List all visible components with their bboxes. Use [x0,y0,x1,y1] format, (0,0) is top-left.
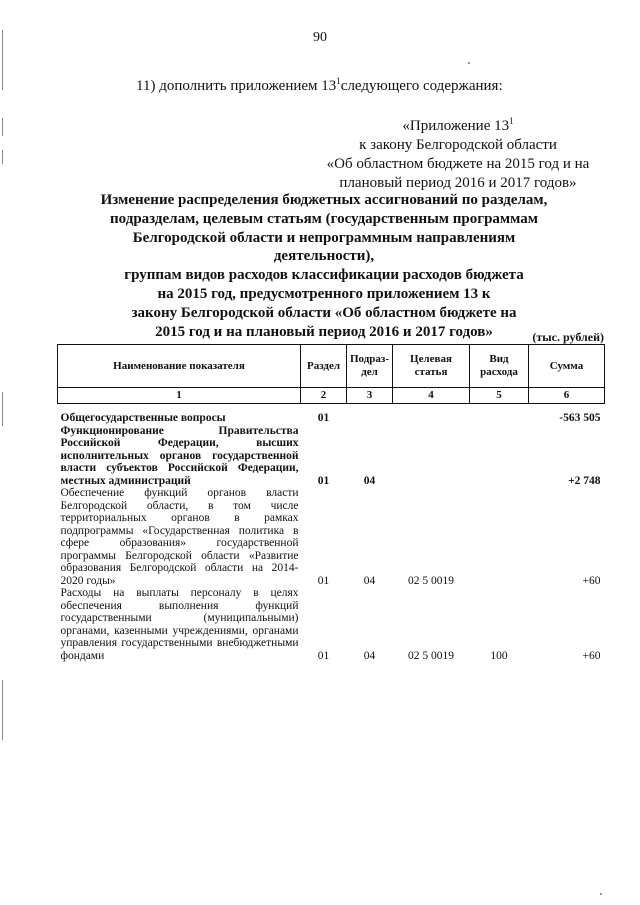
budget-table [57,344,605,662]
row-summa: +2 748 [568,474,601,487]
table-row [58,587,605,662]
row-name: Функционирование Правительства Российской Федерации, высших исполнительных органов государственной власти субъектов Российской Федерации, местных администраций [60,424,299,487]
row-podrazdel: 04 [363,649,376,662]
title-line: подразделам, целевым статьям (государственным программам [110,210,538,227]
row-statya [393,404,470,425]
margin-scan-mark [2,392,3,426]
title-line: Белгородской области и непрограммным направлениям деятельности), [132,229,516,265]
intro-line [136,76,503,95]
row-podrazdel: 04 [363,474,376,487]
row-vid [470,404,529,425]
unit-label: (тыс. рублей) [532,330,604,344]
row-vid [470,425,529,488]
table-row [58,425,605,488]
row-vid [470,487,529,587]
column-number: 6 [529,388,605,404]
title-line: 2015 год и на плановый период 2016 и 2017 годов» [155,323,493,340]
row-podrazdel: 04 [363,574,376,587]
intro-superscript: 1 [336,76,341,86]
title-line: Изменение распределения бюджетных ассигнований по разделам, [100,192,548,208]
row-name: Общегосударственные вопросы [60,412,226,424]
row-podrazdel [347,404,393,425]
row-razdel: 01 [317,412,330,424]
appendix-line-4: плановый период 2016 и 2017 годов» [339,175,577,191]
header-vid: Вид расхода [470,345,529,388]
header-summa: Сумма [529,345,605,388]
table-row [58,487,605,587]
margin-scan-mark [2,680,3,740]
title-line: закону Белгородской области «Об областном бюджете на [131,304,517,321]
margin-scan-mark [2,150,3,164]
row-summa: +60 [582,649,601,662]
intro-tail: следующего содержания: [340,78,503,94]
title-line: группам видов расходов классификации расходов бюджета [124,267,524,284]
margin-scan-mark [2,118,3,136]
appendix-reference [308,112,608,193]
row-name: Обеспечение функций органов власти Белгородской области, в том числе территориальных органов в рамках подпрограммы «Государственная политика в сфере образования» государственной программы Белгородской области «Развитие образования Белгородской области на 2014-2020 годы» [60,487,299,587]
table-row [58,404,605,425]
scan-speck [600,893,602,895]
row-razdel: 01 [317,574,330,587]
row-statya: 02 5 0019 [408,574,454,587]
header-name: Наименование показателя [58,345,301,388]
document-title [84,191,564,341]
title-line: на 2015 год, предусмотренного приложением 13 к [157,285,491,302]
column-number: 3 [347,388,393,404]
appendix-line-3: «Об областном бюджете на 2015 год и на [326,156,590,172]
column-number: 4 [393,388,470,404]
row-razdel: 01 [317,649,330,662]
column-number: 5 [470,388,529,404]
header-razdel: Раздел [301,345,347,388]
column-number: 1 [58,388,301,404]
header-podrazdel: Подраз- дел [347,345,393,388]
row-vid: 100 [490,649,508,662]
page-number: 90 [313,30,327,45]
scan-speck [468,62,470,64]
intro-text: 11) дополнить приложением 13 [136,78,337,94]
row-statya [393,425,470,488]
row-name: Расходы на выплаты персоналу в целях обеспечения выполнения функций государственными (муниципальными) органами, казенными учреждениями, органами управления государственными внебюджетными фондами [60,587,299,662]
appendix-line-1: «Приложение $13^1$ [402,116,514,134]
header-statya: Целевая статья [393,345,470,388]
row-summa: -563 505 [559,412,601,424]
column-number: 2 [301,388,347,404]
row-summa: +60 [582,574,601,587]
row-razdel: 01 [317,474,330,487]
row-statya: 02 5 0019 [408,649,454,662]
appendix-line-2: к закону Белгородской области [359,137,557,153]
